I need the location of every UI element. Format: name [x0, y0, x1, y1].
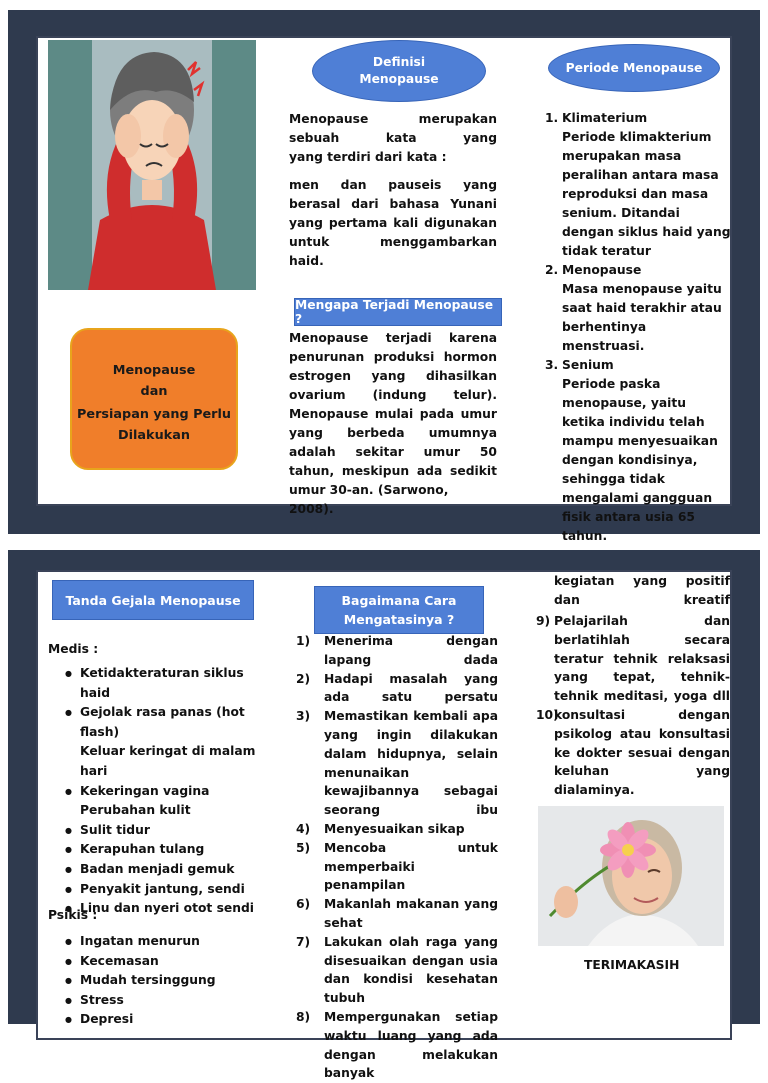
coping-number: 1)	[296, 634, 311, 648]
definition-body-last-line: haid.	[289, 254, 324, 268]
coping-number: 10)	[536, 707, 559, 722]
definition-intro-text: Menopause merupakan sebuah kata yang	[289, 112, 497, 145]
symptoms-heading: Tanda Gejala Menopause	[52, 580, 254, 620]
period-heading: Periode Menopause	[548, 44, 720, 92]
coping-number: 6)	[296, 897, 311, 912]
medis-symptom: ● Penyakit jantung, sendi	[48, 880, 263, 900]
coping-number: 5)	[296, 840, 311, 855]
medis-symptom: ● Sulit tidur	[48, 821, 263, 841]
coping-item	[296, 933, 498, 1008]
coping-item	[296, 632, 498, 670]
coping-heading-line: Bagaimana Cara	[341, 593, 457, 608]
coping-text: Pelajarilah dan berlatihlah secara teratur tehnik relaksasi yang tepat, tehnik-tehnik meditasi, yoga dll	[554, 614, 730, 704]
medis-symptom: ● Gejolak rasa panas (hot flash) Keluar keringat di malam hari	[48, 703, 263, 781]
psikis-symptom: ● Stress	[48, 991, 263, 1011]
period-item	[545, 109, 731, 261]
coping-number: 9)	[536, 614, 551, 628]
coping-text: konsultasi dengan psikolog atau konsultasi ke dokter sesuai dengan keluhan yang dialaminya.	[554, 707, 730, 798]
definition-body-text: men dan pauseis yang berasal dari bahasa Yunani yang pertama kali digunakan untuk menggambarkan	[289, 178, 497, 249]
coping-text: Menyesuaikan sikap	[324, 821, 465, 836]
coping-item	[296, 1008, 498, 1083]
definition-heading	[312, 40, 486, 102]
coping-text: Mempergunakan setiap waktu luang yang ada dengan melakukan banyak	[324, 1009, 498, 1081]
coping-number: 8)	[296, 1009, 311, 1024]
coping-text: Menerima dengan lapang dada	[324, 634, 498, 667]
definition-heading-line: Menopause	[359, 72, 439, 86]
period-name: Klimaterium	[562, 111, 648, 125]
coping-text: Memastikan kembali apa yang ingin dilakukan dalam hidupnya, selain menunaikan kewajibannya sebagai seorang ibu	[324, 709, 498, 818]
definition-body	[289, 176, 497, 271]
coping-item	[296, 707, 498, 820]
period-description: Masa menopause yaitu saat haid terakhir atau berhentinya menstruasi.	[562, 282, 722, 353]
coping-text: Hadapi masalah yang ada satu persatu	[324, 671, 498, 705]
definition-intro	[289, 110, 497, 167]
cover-title-line: dan	[140, 384, 168, 399]
why-body-last-line: umur 30-an. (Sarwono, 2008).	[289, 483, 449, 516]
cover-title-line: Persiapan yang Perlu	[77, 407, 231, 422]
thanks-text: TERIMAKASIH	[584, 958, 680, 972]
coping-item	[536, 612, 730, 706]
coping-heading-line: Mengatasinya ?	[343, 612, 455, 627]
psikis-symptom: ● Mudah tersinggung	[48, 971, 263, 991]
coping-list-continued	[536, 612, 730, 800]
period-list	[545, 109, 731, 546]
coping-text: Lakukan olah raga yang disesuaikan dengan usia dan kondisi kesehatan tubuh	[324, 934, 498, 1006]
leaflet-page-outside	[8, 10, 760, 543]
medis-symptom: ● Linu dan nyeri otot sendi	[48, 899, 263, 919]
coping-continuation-text: kegiatan yang positif dan kreatif	[554, 574, 730, 607]
leaflet-page-inside	[8, 550, 760, 1081]
medis-symptom: ● Kerapuhan tulang	[48, 840, 263, 860]
medis-symptom-list	[48, 664, 263, 919]
why-heading: Mengapa Terjadi Menopause ?	[294, 298, 502, 326]
coping-number: 4)	[296, 821, 311, 836]
medis-label: Medis :	[48, 642, 99, 656]
psikis-symptom: ● Ingatan menurun	[48, 932, 263, 952]
headache-illustration	[48, 40, 256, 290]
definition-intro-last-line: yang terdiri dari kata :	[289, 150, 447, 164]
psikis-symptom: ● Kecemasan	[48, 952, 263, 972]
psikis-label: Psikis :	[48, 908, 98, 922]
cover-title-line: Menopause	[112, 363, 196, 378]
coping-number: 2)	[296, 671, 311, 686]
coping-text: Mencoba untuk memperbaiki penampilan	[324, 840, 498, 893]
coping-heading	[314, 586, 484, 634]
coping-list	[296, 632, 498, 1083]
coping-item	[296, 895, 498, 933]
period-name: Menopause	[562, 263, 642, 277]
woman-with-flower-photo	[538, 806, 724, 946]
definition-heading-line: Definisi	[372, 55, 426, 69]
medis-symptom: ● Ketidakteraturan siklus haid	[48, 664, 263, 703]
page-content	[36, 36, 732, 543]
period-number: 1.	[545, 111, 559, 125]
coping-number: 3)	[296, 709, 311, 724]
psikis-symptom-list	[48, 932, 263, 1030]
page-content	[36, 570, 732, 1081]
period-number: 3.	[545, 358, 559, 372]
why-body-text: Menopause terjadi karena penurunan produksi hormon estrogen yang dihasilkan ovarium (indung telur). Menopause mulai pada umur yang berbeda umumnya adalah sekitar umur 50 tahun, meskipun ada sedikit	[289, 331, 497, 478]
coping-item	[296, 670, 498, 708]
period-description: Periode klimakterium merupakan masa peralihan antara masa reproduksi dan masa senium. Ditandai dengan siklus haid yang tidak teratur	[562, 130, 731, 258]
coping-item	[296, 820, 498, 839]
period-description: Periode paska menopause, yaitu ketika individu telah mampu menyesuaikan dengan kondisinya, sehingga tidak mengalami gangguan fisik antara usia 65 tahun.	[562, 377, 718, 543]
coping-number: 7)	[296, 934, 311, 949]
cover-title-line: Dilakukan	[118, 428, 190, 443]
period-item	[545, 356, 731, 546]
why-body	[289, 329, 497, 519]
psikis-symptom: ● Depresi	[48, 1010, 263, 1030]
coping-text: Makanlah makanan yang sehat	[324, 897, 498, 930]
coping-item	[296, 839, 498, 895]
medis-symptom: ● Kekeringan vagina Perubahan kulit	[48, 782, 263, 821]
coping-continuation	[554, 572, 730, 610]
medis-symptom: ● Badan menjadi gemuk	[48, 860, 263, 880]
period-item	[545, 261, 731, 356]
period-number: 2.	[545, 263, 559, 277]
coping-item	[536, 706, 730, 800]
period-name: Senium	[562, 358, 614, 372]
cover-title-box	[70, 328, 238, 470]
